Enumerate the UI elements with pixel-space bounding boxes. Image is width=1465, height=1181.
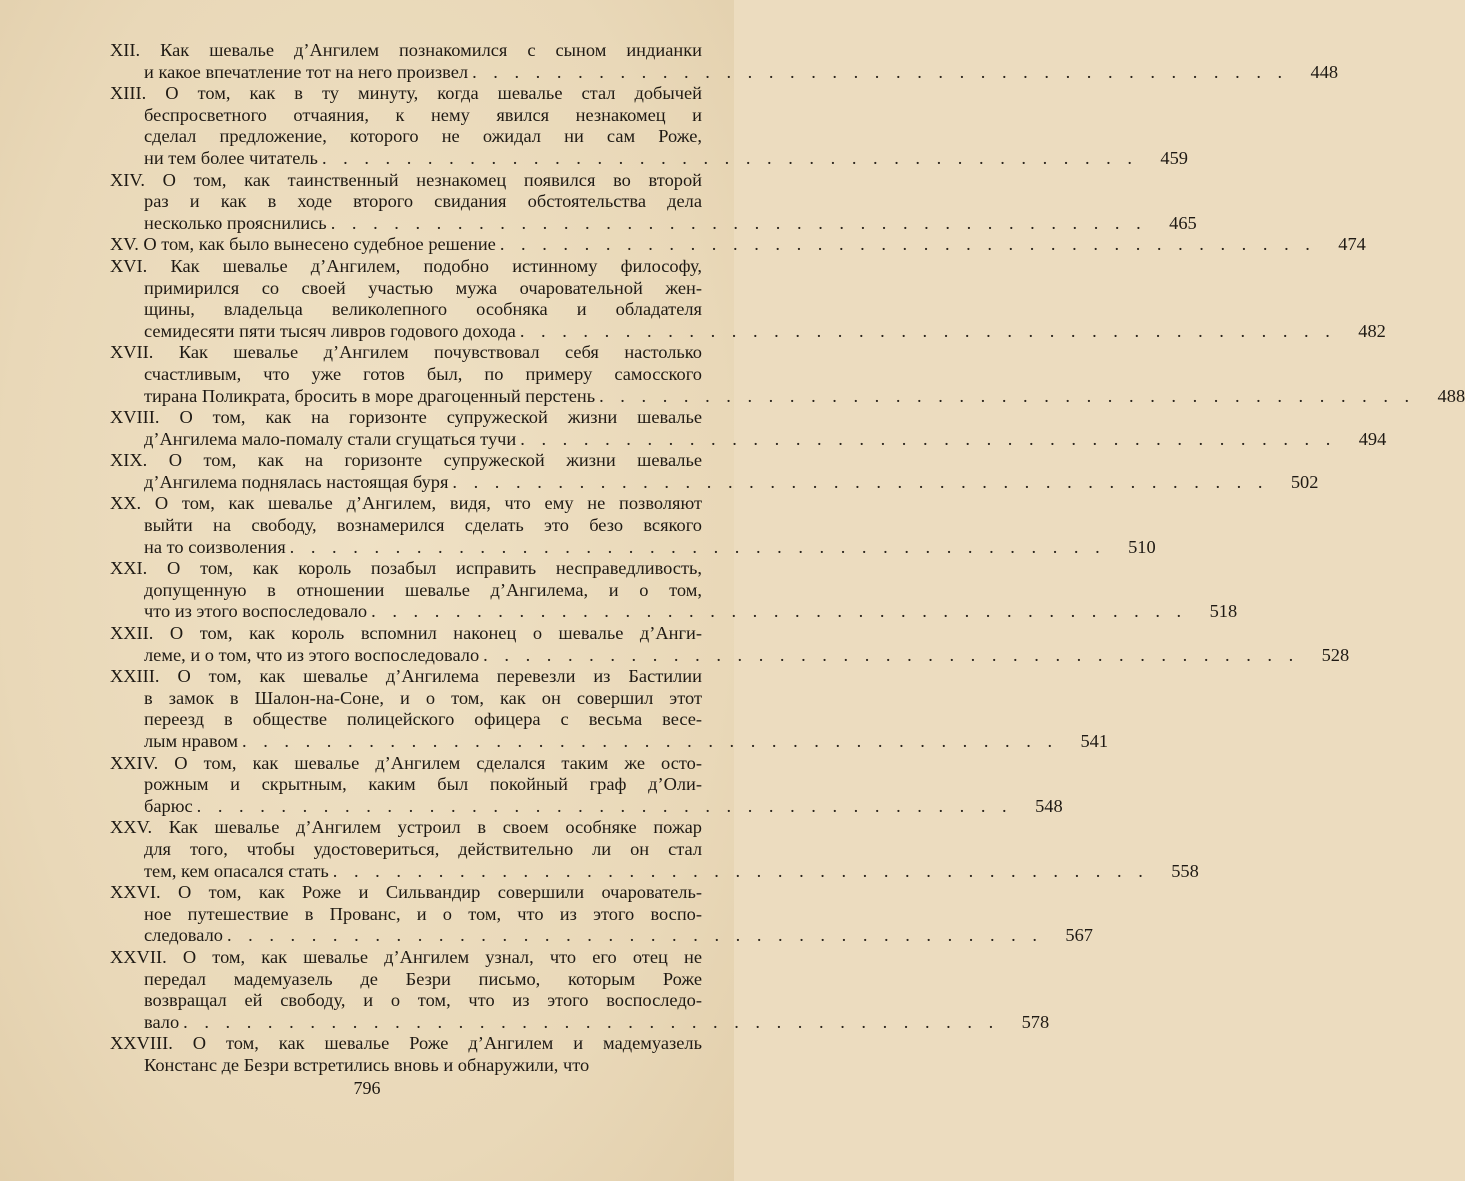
toc-entry-text: передал мадемуазель де Безри письмо, которым Роже <box>144 968 702 989</box>
toc-entry-text: ное путешествие в Прованс, и о том, что из этого воспо- <box>144 903 702 924</box>
toc-entry-line <box>110 234 1366 256</box>
toc-entry-text: XXVI. О том, как Роже и Сильвандир совершили очарователь- <box>110 882 702 903</box>
toc-entry <box>110 1033 702 1076</box>
toc-entry <box>110 666 1109 752</box>
toc-entry-line <box>110 731 1109 753</box>
toc-entry-text: XXIII. О том, как шевалье д’Ангилема перевезли из Бастилии <box>110 666 702 687</box>
toc-entry-text: для того, чтобы удостовериться, действительно ли он стал <box>144 838 702 859</box>
toc-entry-line <box>110 666 702 688</box>
toc-entry-text: раз и как в ходе второго свидания обстоятельства дела <box>144 191 702 212</box>
dot-leader: . . . . . . . . . . . . . . . . . . . . . . . . . . . . . . . . . . . . . . . <box>332 860 1149 881</box>
dot-leader: . . . . . . . . . . . . . . . . . . . . . . . . . . . . . . . . . . . . . . . <box>499 234 1316 255</box>
toc-entry-text: что из этого воспоследовало <box>144 601 368 622</box>
toc-entry-line <box>110 644 1350 667</box>
toc-entry-text: XXVII. О том, как шевалье д’Ангилем узнал, что его отец не <box>110 946 702 967</box>
toc-entry-text: выйти на свободу, вознамерился сделать это безо всякого <box>144 515 702 536</box>
toc-entry-text: и какое впечатление тот на него произвел <box>144 61 469 82</box>
toc-entry-text: Констанс де Безри встретились вновь и обнаружили, что <box>144 1054 590 1075</box>
dot-leader: . . . . . . . . . . . . . . . . . . . . . . . . . . . . . . . . . . . . . . . <box>371 601 1188 622</box>
toc-entry-line <box>110 342 702 364</box>
toc-entry-line <box>110 1033 702 1055</box>
dot-leader: . . . . . . . . . . . . . . . . . . . . . . . . . . . . . . . . . . . . . . . <box>472 61 1289 82</box>
toc-entry <box>110 817 1199 882</box>
toc-entry <box>110 558 1238 623</box>
toc-entry-text: переезд в обществе полицейского офицера с весьма весе- <box>144 709 702 730</box>
toc-entry-text: XVII. Как шевалье д’Ангилем почувствовал себя настолько <box>110 342 702 363</box>
toc-entry <box>110 882 1093 947</box>
toc-entry-line <box>110 795 1063 818</box>
toc-page-number: 465 <box>1169 212 1197 233</box>
toc-entry-line <box>110 623 702 645</box>
toc-entry-text: сделал предложение, которого не ожидал ни сам Роже, <box>144 126 702 147</box>
toc-entry-text: тем, кем опасался стать <box>144 860 329 881</box>
toc-entry-text: на то соизволения <box>144 536 286 557</box>
toc-entry-line <box>110 1011 1050 1034</box>
toc-entry-line <box>110 320 1386 343</box>
toc-entry-text: примирился со своей участью мужа очаровательной жен- <box>144 277 702 298</box>
toc-page-number: 510 <box>1128 536 1156 557</box>
toc-entry-text: XXII. О том, как король вспомнил наконец о шевалье д’Анги- <box>110 623 702 644</box>
toc-entry-line <box>110 493 702 515</box>
toc-entry-line <box>110 170 702 192</box>
toc-entry-text: д’Ангилема мало-помалу стали сгущаться тучи <box>144 428 517 449</box>
toc-page-number: 548 <box>1035 795 1063 816</box>
toc-entry-text: беспросветного отчаяния, к нему явился незнакомец и <box>144 104 702 125</box>
toc-entry-line <box>110 1055 702 1077</box>
toc-entry-text: XXIV. О том, как шевалье д’Ангилем сделался таким же осто- <box>110 752 702 773</box>
table-of-contents <box>110 40 1465 1077</box>
toc-entry-line <box>110 990 702 1012</box>
toc-entry-line <box>110 105 702 127</box>
toc-entry-line <box>110 860 1199 883</box>
dot-leader: . . . . . . . . . . . . . . . . . . . . . . . . . . . . . . . . . . . . . . . <box>289 536 1106 557</box>
toc-entry-text: XXVIII. О том, как шевалье Роже д’Ангилем и мадемуазель <box>110 1033 702 1054</box>
toc-entry-text: тирана Поликрата, бросить в море драгоценный перстень <box>144 385 596 406</box>
toc-entry-line <box>110 428 1387 451</box>
toc-entry-text: барюс <box>144 795 193 816</box>
toc-page-number: 518 <box>1209 601 1238 622</box>
dot-leader: . . . . . . . . . . . . . . . . . . . . . . . . . . . . . . . . . . . . . . . <box>519 320 1336 341</box>
toc-entry-text: XIX. О том, как на горизонте супружеской жизни шевалье <box>110 450 702 471</box>
dot-leader: . . . . . . . . . . . . . . . . . . . . . . . . . . . . . . . . . . . . . . . <box>599 385 1416 406</box>
toc-entry <box>110 40 1339 83</box>
toc-page-number: 558 <box>1171 860 1199 881</box>
toc-page-number: 528 <box>1321 644 1350 665</box>
toc-entry-text: XX. О том, как шевалье д’Ангилем, видя, что ему не позволяют <box>110 493 702 514</box>
toc-entry-text: леме, и о том, что из этого воспоследовало <box>144 644 480 665</box>
toc-entry-line <box>110 709 702 731</box>
toc-entry-line <box>110 947 702 969</box>
toc-entry-line <box>110 61 1339 84</box>
toc-entry <box>110 946 1050 1033</box>
toc-entry-line <box>110 147 1188 170</box>
toc-entry <box>110 450 1319 493</box>
toc-entry-line <box>110 191 702 213</box>
toc-entry-line <box>110 601 1238 623</box>
toc-entry-line <box>110 40 702 62</box>
toc-entry-line <box>110 450 702 472</box>
toc-entry-line <box>110 580 702 602</box>
toc-entry-text: д’Ангилема поднялась настоящая буря <box>144 471 449 492</box>
dot-leader: . . . . . . . . . . . . . . . . . . . . . . . . . . . . . . . . . . . . . . . <box>330 212 1147 233</box>
toc-page-number: 474 <box>1338 234 1366 255</box>
toc-entry-text: в замок в Шалон-на-Соне, и о том, как он совершил этот <box>144 687 702 708</box>
toc-entry-line <box>110 212 1197 235</box>
toc-entry-text: ни тем более читатель <box>144 147 318 168</box>
toc-page-number: 502 <box>1290 471 1319 492</box>
toc-entry-line <box>110 256 702 278</box>
page-number: 796 <box>353 1078 381 1098</box>
toc-entry-line <box>110 278 702 300</box>
toc-entry <box>110 169 1197 235</box>
toc-entry-line <box>110 839 702 861</box>
toc-entry-line <box>110 558 702 580</box>
dot-leader: . . . . . . . . . . . . . . . . . . . . . . . . . . . . . . . . . . . . . . . <box>520 428 1337 449</box>
toc-page-number: 448 <box>1310 61 1339 82</box>
toc-entry-line <box>110 385 1465 408</box>
toc-entry-line <box>110 515 702 537</box>
toc-entry <box>110 342 1465 407</box>
dot-leader: . . . . . . . . . . . . . . . . . . . . . . . . . . . . . . . . . . . . . . . <box>321 147 1138 168</box>
dot-leader: . . . . . . . . . . . . . . . . . . . . . . . . . . . . . . . . . . . . . . . <box>183 1011 1000 1032</box>
toc-entry-text: семидесяти пяти тысяч ливров годового дохода <box>144 320 516 341</box>
toc-entry <box>110 752 1063 818</box>
toc-entry-text: XIII. О том, как в ту минуту, когда шевалье стал добычей <box>110 83 702 104</box>
toc-page-number: 482 <box>1358 320 1386 341</box>
toc-entry-line <box>110 299 702 321</box>
toc-entry-text: XXI. О том, как король позабыл исправить несправедливость, <box>110 558 702 579</box>
toc-entry-text: вало <box>144 1011 180 1032</box>
toc-entry-line <box>110 774 702 796</box>
dot-leader: . . . . . . . . . . . . . . . . . . . . . . . . . . . . . . . . . . . . . . . <box>483 644 1300 665</box>
toc-entry-text: XXV. Как шевалье д’Ангилем устроил в своем особняке пожар <box>110 817 702 838</box>
toc-page-number: 488 <box>1437 385 1465 406</box>
toc-entry <box>110 407 1387 450</box>
toc-entry-text: несколько прояснились <box>144 212 327 233</box>
toc-entry-line <box>110 882 702 904</box>
dot-leader: . . . . . . . . . . . . . . . . . . . . . . . . . . . . . . . . . . . . . . . <box>226 925 1043 946</box>
toc-entry-text: лым нравом <box>144 731 239 751</box>
toc-entry-text: щины, владельца великолепного особняка и обладателя <box>144 299 702 320</box>
toc-entry-text: XVI. Как шевалье д’Ангилем, подобно истинному философу, <box>110 255 702 276</box>
toc-entry <box>110 234 1366 256</box>
toc-page-number: 541 <box>1080 731 1109 751</box>
toc-entry-text: XII. Как шевалье д’Ангилем познакомился с сыном индианки <box>110 40 702 60</box>
toc-entry-line <box>110 407 702 429</box>
toc-entry-line <box>110 753 702 775</box>
toc-page-number: 578 <box>1021 1011 1050 1032</box>
toc-entry-line <box>110 126 702 148</box>
dot-leader: . . . . . . . . . . . . . . . . . . . . . . . . . . . . . . . . . . . . . . . <box>452 471 1269 492</box>
toc-entry-text: следовало <box>144 925 223 946</box>
toc-entry-line <box>110 471 1319 494</box>
toc-entry-line <box>110 364 702 386</box>
toc-entry-text: XVIII. О том, как на горизонте супружеской жизни шевалье <box>110 407 702 428</box>
toc-entry-text: рожным и скрытным, каким был покойный граф д’Оли- <box>144 774 702 795</box>
dot-leader: . . . . . . . . . . . . . . . . . . . . . . . . . . . . . . . . . . . . . . . <box>242 731 1059 751</box>
toc-entry-line <box>110 536 1156 559</box>
toc-entry-line <box>110 83 702 105</box>
toc-entry-line <box>110 904 702 926</box>
toc-entry-line <box>110 817 702 839</box>
toc-entry-line <box>110 688 702 710</box>
toc-page-number: 494 <box>1358 428 1387 449</box>
toc-entry-text: счастливым, что уже готов был, по примеру самосского <box>144 363 702 384</box>
toc-page-number: 567 <box>1065 925 1093 946</box>
toc-entry <box>110 493 1156 558</box>
toc-entry-text: XV. О том, как было вынесено судебное решение <box>110 234 496 255</box>
toc-entry <box>110 83 1188 169</box>
dot-leader: . . . . . . . . . . . . . . . . . . . . . . . . . . . . . . . . . . . . . . . <box>196 795 1013 816</box>
toc-entry-text: возвращал ей свободу, и о том, что из этого воспоследо- <box>144 990 702 1011</box>
toc-entry <box>110 255 1386 342</box>
toc-entry <box>110 623 1350 666</box>
toc-entry-text: XIV. О том, как таинственный незнакомец появился во второй <box>110 169 702 190</box>
toc-page-number: 459 <box>1160 147 1188 168</box>
toc-entry-line <box>110 925 1093 947</box>
toc-entry-line <box>110 969 702 991</box>
toc-entry-text: допущенную в отношении шевалье д’Ангилема, и о том, <box>144 579 702 600</box>
